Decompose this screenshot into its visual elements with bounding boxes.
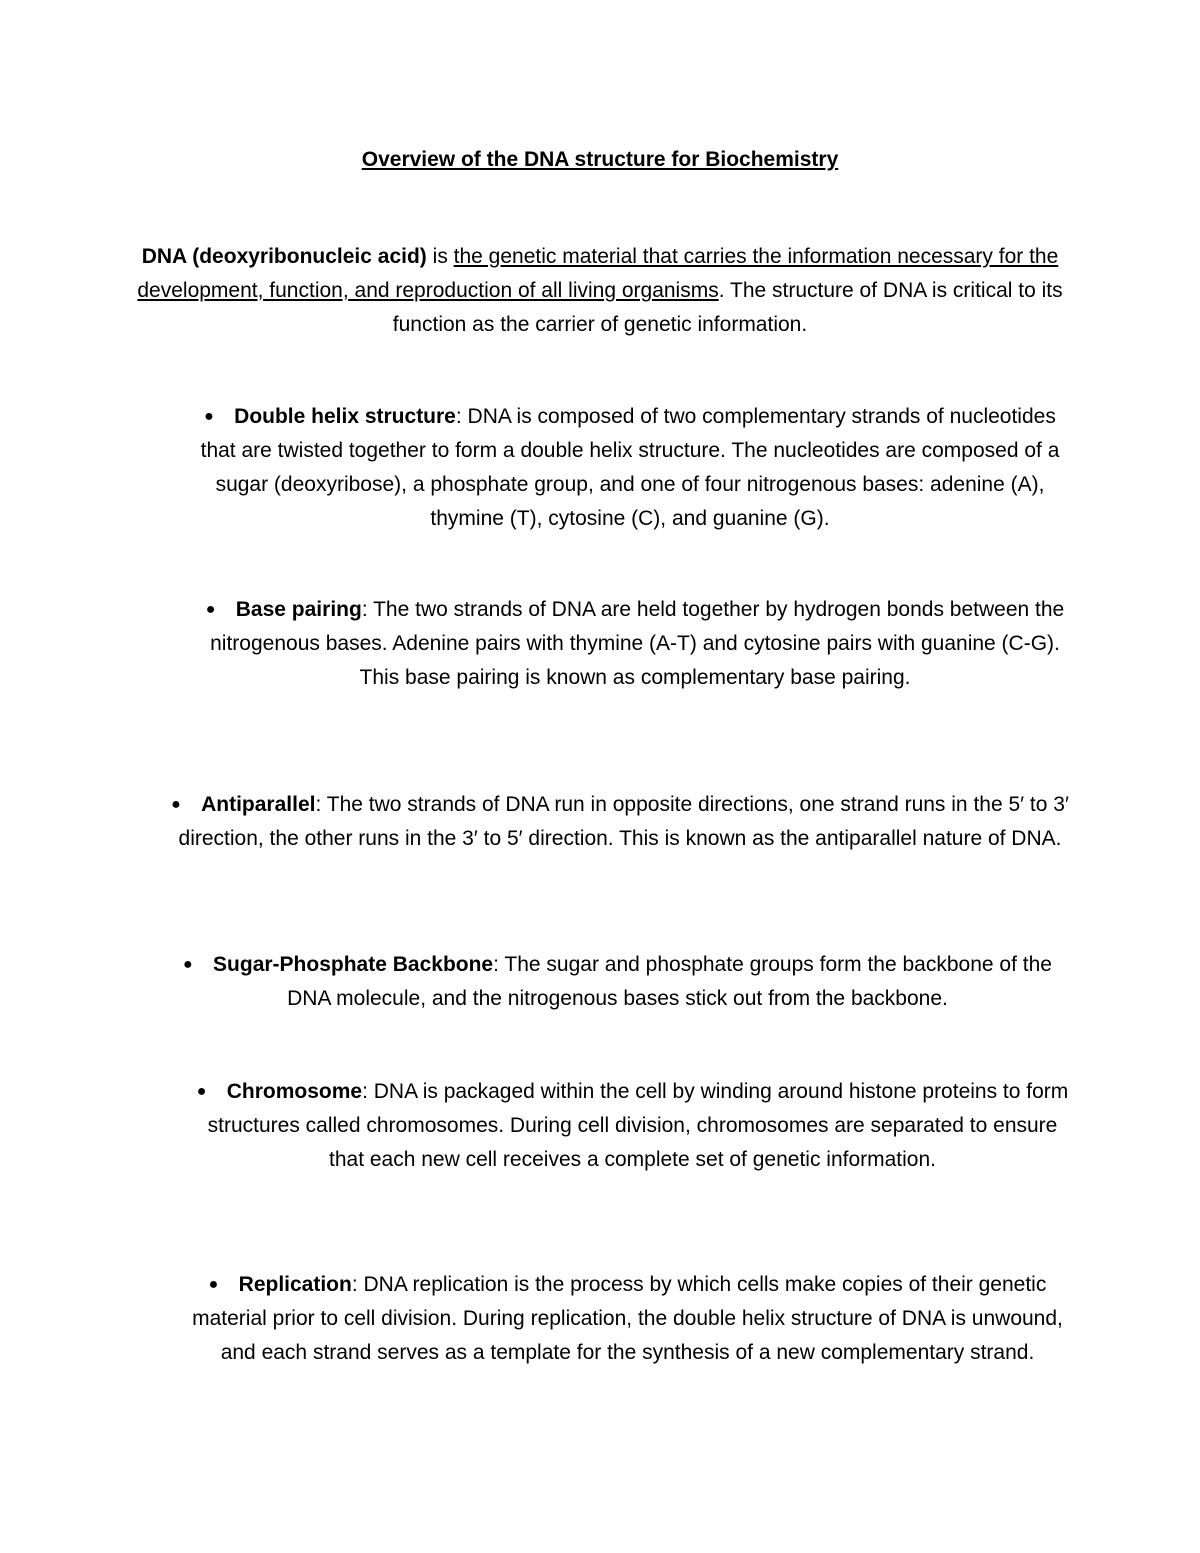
bullet-text: : DNA is composed of two complementary strands of nucleotides that are twisted together to form a double helix structure. The nucleotides are composed of a sugar (deoxyribose), a phosphate group, and one of four nitrogenous bases: adenine (A), thymine (T), cytosine (C), and guanine (G). bbox=[200, 405, 1060, 530]
intro-definition: the genetic material that carries the information necessary for the development, function, and reproduction of all living organisms bbox=[137, 245, 1059, 302]
bullet-icon: ● bbox=[208, 1276, 219, 1293]
bullet-icon: ● bbox=[171, 796, 181, 813]
bullet-icon: ● bbox=[204, 408, 214, 425]
bullet-icon: ● bbox=[196, 1083, 207, 1100]
bullet-text: : DNA replication is the process by which cells make copies of their genetic material prior to cell division. During replication, the double helix structure of DNA is unwound, and each strand serves as a template for the synthesis of a new complementary strand. bbox=[192, 1273, 1063, 1364]
bullet-text: : The two strands of DNA run in opposite directions, one strand runs in the 5′ to 3′ direction, the other runs in the 3′ to 5′ direction. This is known as the antiparallel nature of DNA. bbox=[178, 793, 1069, 850]
bullet-term: Replication bbox=[238, 1273, 352, 1296]
intro-term: DNA (deoxyribonucleic acid) bbox=[141, 245, 427, 268]
bullet-text: : The two strands of DNA are held together by hydrogen bonds between the nitrogenous bases. Adenine pairs with thymine (A-T) and cytosine pairs with guanine (C-G). This base pairing is known as complementary base pairing. bbox=[210, 598, 1065, 689]
bullet-item-replication bbox=[185, 1268, 1070, 1370]
document-title: Overview of the DNA structure for Biochemistry bbox=[361, 148, 839, 171]
bullet-term: Chromosome bbox=[226, 1080, 363, 1103]
bullet-term: Antiparallel bbox=[201, 793, 316, 816]
bullet-item-antiparallel bbox=[170, 788, 1070, 856]
intro-connector: is bbox=[426, 245, 454, 268]
bullet-term: Base pairing bbox=[235, 598, 362, 621]
bullet-item-chromosome bbox=[195, 1075, 1070, 1177]
bullet-text: : DNA is packaged within the cell by winding around histone proteins to form structures called chromosomes. During cell division, chromosomes are separated to ensure that each new cell receives a complete set of genetic information. bbox=[207, 1080, 1069, 1171]
intro-rest: . The structure of DNA is critical to its function as the carrier of genetic information. bbox=[392, 279, 1063, 336]
bullet-text: : The sugar and phosphate groups form the backbone of the DNA molecule, and the nitrogenous bases stick out from the backbone. bbox=[287, 953, 1052, 1010]
bullet-icon: ● bbox=[205, 601, 216, 618]
bullet-icon: ● bbox=[183, 956, 193, 973]
bullet-term: Sugar-Phosphate Backbone bbox=[213, 953, 494, 976]
bullet-term: Double helix structure bbox=[234, 405, 456, 428]
bullet-item-double-helix bbox=[190, 400, 1070, 536]
bullet-item-backbone bbox=[165, 948, 1070, 1016]
bullet-item-base-pairing bbox=[200, 593, 1070, 695]
intro-paragraph bbox=[130, 240, 1070, 342]
